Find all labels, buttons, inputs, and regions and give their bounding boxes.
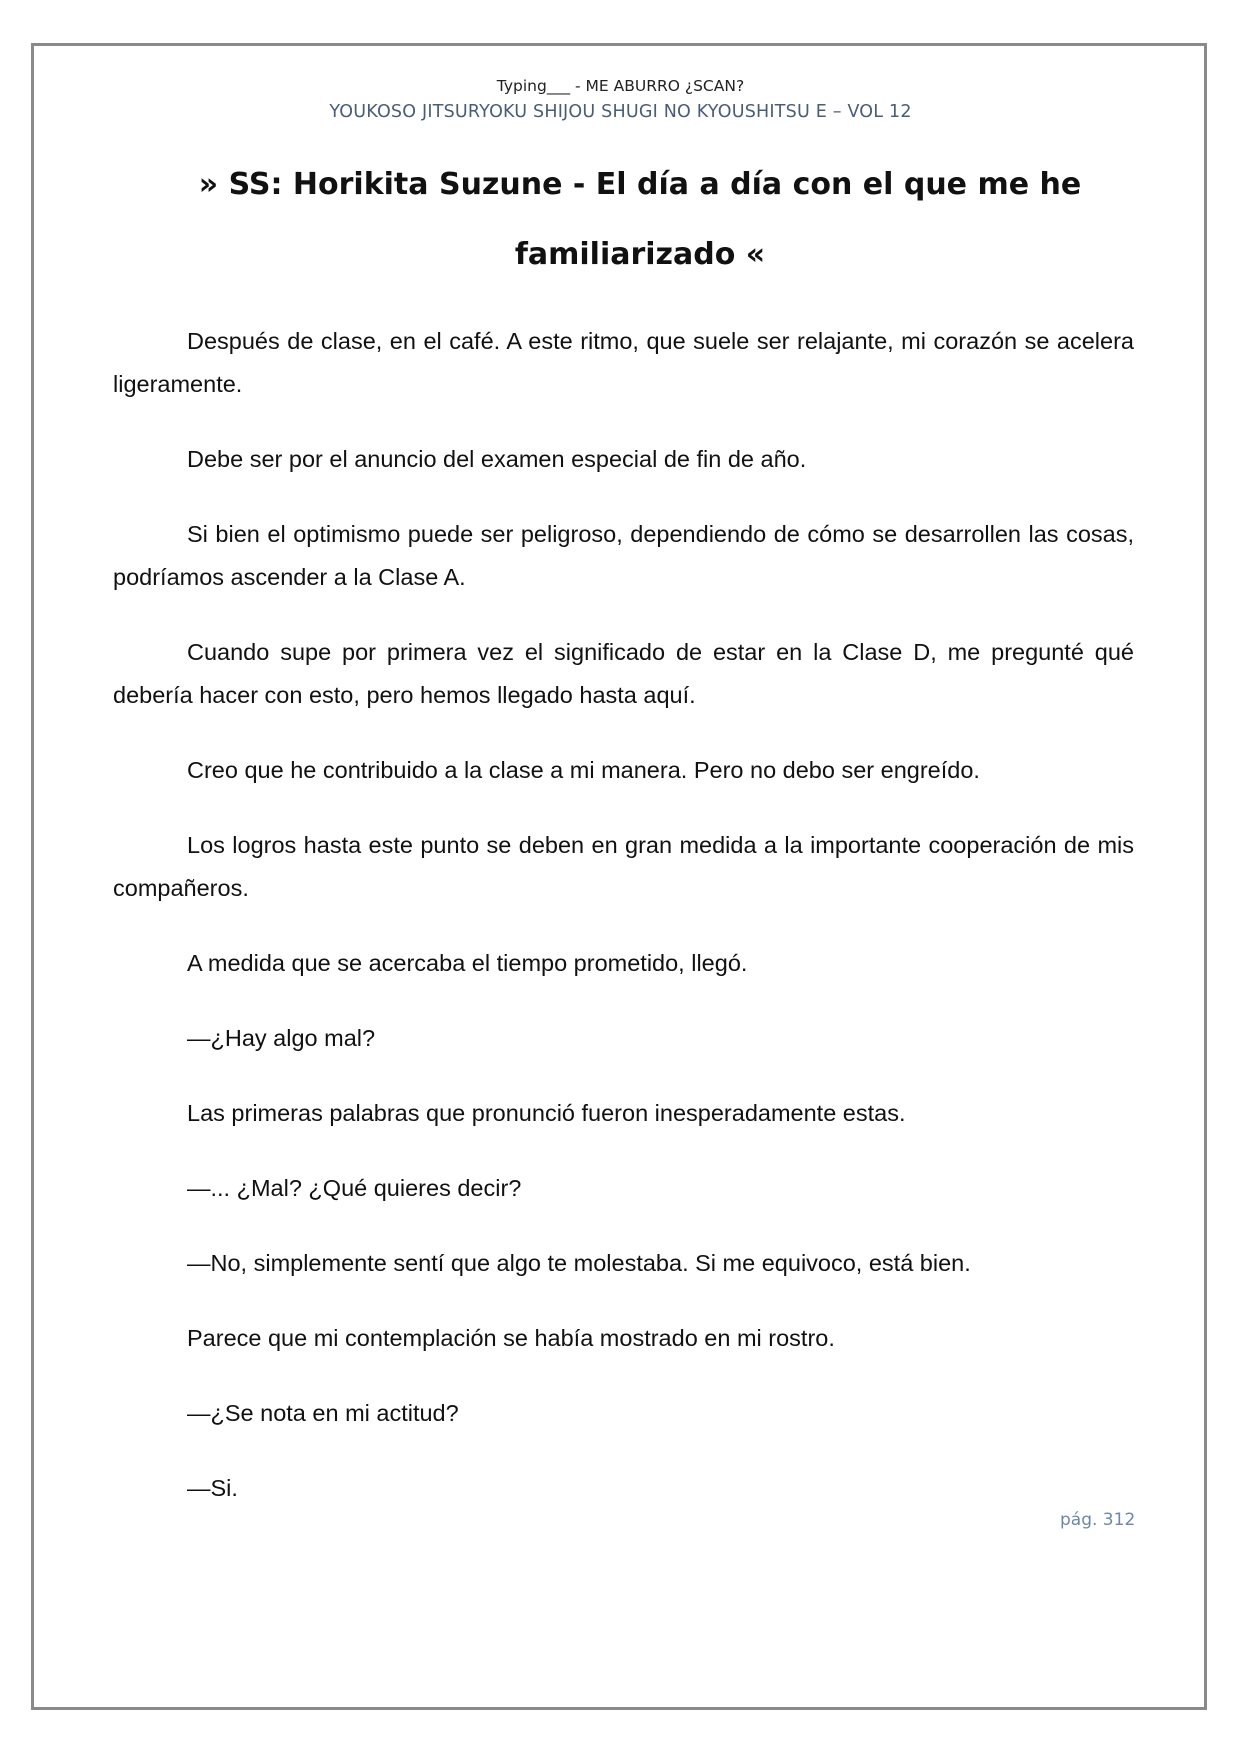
- paragraph: A medida que se acercaba el tiempo prometido, llegó.: [187, 950, 748, 976]
- chapter-title: » SS: Horikita Suzune - El día a día con el que me he familiarizado «: [198, 167, 1082, 272]
- paragraph: Debe ser por el anuncio del examen especial de fin de año.: [187, 446, 807, 472]
- header-series-title: YOUKOSO JITSURYOKU SHIJOU SHUGI NO KYOUSHITSU E – VOL 12: [329, 102, 912, 122]
- paragraph: Si bien el optimismo puede ser peligroso, dependiendo de cómo se desarrollen las cosas, podríamos ascender a la Clase A.: [113, 521, 1134, 590]
- paragraph: Después de clase, en el café. A este ritmo, que suele ser relajante, mi corazón se acelera ligeramente.: [113, 328, 1134, 397]
- dialogue-line: —No, simplemente sentí que algo te molestaba. Si me equivoco, está bien.: [187, 1250, 971, 1276]
- body-text: [113, 320, 1134, 1542]
- dialogue-line: —... ¿Mal? ¿Qué quieres decir?: [187, 1175, 522, 1201]
- page-number: pág. 312: [1060, 1510, 1136, 1530]
- paragraph: Los logros hasta este punto se deben en gran medida a la importante cooperación de mis compañeros.: [113, 832, 1134, 901]
- dialogue-line: —¿Hay algo mal?: [187, 1025, 376, 1051]
- dialogue-line: —Si.: [187, 1475, 238, 1501]
- paragraph: Creo que he contribuido a la clase a mi manera. Pero no debo ser engreído.: [187, 757, 980, 783]
- paragraph: Cuando supe por primera vez el significado de estar en la Clase D, me pregunté qué debería hacer con esto, pero hemos llegado hasta aquí.: [113, 639, 1134, 708]
- paragraph: Parece que mi contemplación se había mostrado en mi rostro.: [187, 1325, 835, 1351]
- paragraph: Las primeras palabras que pronunció fueron inesperadamente estas.: [187, 1100, 906, 1126]
- header-scanlation-credit: Typing___ - ME ABURRO ¿SCAN?: [496, 77, 745, 95]
- dialogue-line: —¿Se nota en mi actitud?: [187, 1400, 459, 1426]
